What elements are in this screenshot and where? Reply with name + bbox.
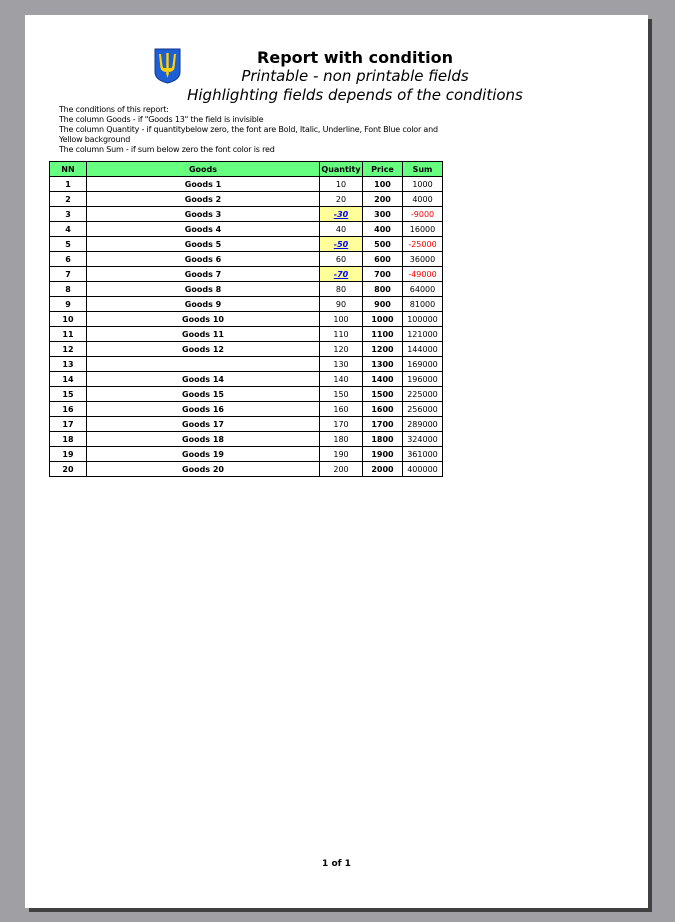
table-row: [50, 177, 443, 192]
table-row: [50, 282, 443, 297]
cell-sum: 36000: [403, 252, 443, 267]
table-row: [50, 297, 443, 312]
column-header-nn: NN: [50, 162, 87, 177]
condition-line: The column Goods - if "Goods 13" the field is invisible: [59, 115, 264, 124]
report-title: Report with condition: [257, 48, 453, 67]
cell-nn: 1: [50, 177, 87, 192]
report-table: [49, 161, 443, 477]
cell-goods: Goods 12: [87, 342, 320, 357]
table-header-row: [50, 162, 443, 177]
cell-quantity: 10: [320, 177, 363, 192]
cell-price: 600: [363, 252, 403, 267]
cell-nn: 16: [50, 402, 87, 417]
cell-quantity: 180: [320, 432, 363, 447]
cell-sum: 16000: [403, 222, 443, 237]
cell-sum: 4000: [403, 192, 443, 207]
cell-price: 1700: [363, 417, 403, 432]
cell-quantity: 200: [320, 462, 363, 477]
cell-goods: Goods 16: [87, 402, 320, 417]
column-header-sum: Sum: [403, 162, 443, 177]
cell-goods: Goods 18: [87, 432, 320, 447]
page-indicator: 1 of 1: [322, 859, 351, 869]
cell-price: 100: [363, 177, 403, 192]
cell-sum: 256000: [403, 402, 443, 417]
cell-price: 1600: [363, 402, 403, 417]
cell-sum: 144000: [403, 342, 443, 357]
cell-nn: 7: [50, 267, 87, 282]
cell-sum: 361000: [403, 447, 443, 462]
table-row: [50, 267, 443, 282]
table-row: [50, 237, 443, 252]
cell-nn: 19: [50, 447, 87, 462]
cell-price: 1400: [363, 372, 403, 387]
cell-quantity: 140: [320, 372, 363, 387]
cell-nn: 8: [50, 282, 87, 297]
table-row: [50, 447, 443, 462]
cell-quantity: 60: [320, 252, 363, 267]
cell-goods: Goods 7: [87, 267, 320, 282]
table-row: [50, 312, 443, 327]
cell-quantity: 20: [320, 192, 363, 207]
report-subtitle-highlighting: Highlighting fields depends of the conditions: [187, 86, 523, 104]
table-body: [50, 177, 443, 477]
condition-line: The column Sum - if sum below zero the font color is red: [59, 145, 275, 154]
cell-sum: 81000: [403, 297, 443, 312]
cell-goods: Goods 14: [87, 372, 320, 387]
table-row: [50, 462, 443, 477]
cell-nn: 12: [50, 342, 87, 357]
table-row: [50, 357, 443, 372]
cell-nn: 4: [50, 222, 87, 237]
cell-sum: -9000: [403, 207, 443, 222]
cell-goods: Goods 4: [87, 222, 320, 237]
cell-price: 800: [363, 282, 403, 297]
cell-price: 700: [363, 267, 403, 282]
cell-goods: Goods 8: [87, 282, 320, 297]
cell-quantity: 160: [320, 402, 363, 417]
cell-goods: Goods 10: [87, 312, 320, 327]
condition-line: The column Quantity - if quantitybelow zero, the font are Bold, Italic, Underline, Font Blue color and Yellow background: [59, 125, 438, 144]
cell-price: 1800: [363, 432, 403, 447]
cell-price: 2000: [363, 462, 403, 477]
cell-goods: Goods 19: [87, 447, 320, 462]
cell-quantity: 130: [320, 357, 363, 372]
cell-sum: -49000: [403, 267, 443, 282]
cell-sum: 324000: [403, 432, 443, 447]
cell-goods: Goods 3: [87, 207, 320, 222]
table-row: [50, 207, 443, 222]
cell-price: 200: [363, 192, 403, 207]
table-row: [50, 222, 443, 237]
cell-nn: 18: [50, 432, 87, 447]
cell-goods: [87, 357, 320, 372]
cell-price: 400: [363, 222, 403, 237]
cell-price: 900: [363, 297, 403, 312]
cell-sum: 225000: [403, 387, 443, 402]
cell-goods: Goods 9: [87, 297, 320, 312]
cell-price: 1900: [363, 447, 403, 462]
conditions-block: [59, 105, 449, 155]
cell-nn: 14: [50, 372, 87, 387]
cell-sum: 400000: [403, 462, 443, 477]
cell-price: 1000: [363, 312, 403, 327]
cell-nn: 15: [50, 387, 87, 402]
cell-nn: 11: [50, 327, 87, 342]
cell-nn: 5: [50, 237, 87, 252]
cell-goods: Goods 2: [87, 192, 320, 207]
cell-sum: 121000: [403, 327, 443, 342]
cell-price: 300: [363, 207, 403, 222]
cell-price: 1500: [363, 387, 403, 402]
table-row: [50, 327, 443, 342]
cell-price: 500: [363, 237, 403, 252]
cell-quantity: 120: [320, 342, 363, 357]
cell-quantity: 170: [320, 417, 363, 432]
cell-nn: 9: [50, 297, 87, 312]
cell-quantity: 110: [320, 327, 363, 342]
cell-goods: Goods 11: [87, 327, 320, 342]
condition-line: The conditions of this report:: [59, 105, 169, 114]
cell-price: 1300: [363, 357, 403, 372]
cell-sum: 289000: [403, 417, 443, 432]
column-header-price: Price: [363, 162, 403, 177]
table-row: [50, 342, 443, 357]
cell-goods: Goods 15: [87, 387, 320, 402]
cell-quantity: -30: [320, 207, 363, 222]
cell-quantity: 40: [320, 222, 363, 237]
column-header-goods: Goods: [87, 162, 320, 177]
cell-nn: 2: [50, 192, 87, 207]
table-row: [50, 402, 443, 417]
table-row: [50, 417, 443, 432]
cell-nn: 3: [50, 207, 87, 222]
table-row: [50, 432, 443, 447]
cell-goods: Goods 6: [87, 252, 320, 267]
cell-price: 1100: [363, 327, 403, 342]
cell-quantity: -50: [320, 237, 363, 252]
cell-sum: 169000: [403, 357, 443, 372]
cell-goods: Goods 17: [87, 417, 320, 432]
cell-price: 1200: [363, 342, 403, 357]
cell-quantity: 190: [320, 447, 363, 462]
report-page: [25, 15, 648, 908]
cell-sum: 64000: [403, 282, 443, 297]
cell-sum: -25000: [403, 237, 443, 252]
cell-nn: 10: [50, 312, 87, 327]
cell-quantity: 100: [320, 312, 363, 327]
cell-nn: 17: [50, 417, 87, 432]
cell-quantity: 150: [320, 387, 363, 402]
cell-quantity: 80: [320, 282, 363, 297]
cell-goods: Goods 1: [87, 177, 320, 192]
report-subtitle: Printable - non printable fields: [241, 67, 469, 85]
cell-sum: 1000: [403, 177, 443, 192]
cell-goods: Goods 5: [87, 237, 320, 252]
cell-nn: 13: [50, 357, 87, 372]
cell-quantity: -70: [320, 267, 363, 282]
cell-nn: 20: [50, 462, 87, 477]
cell-quantity: 90: [320, 297, 363, 312]
column-header-quantity: Quantity: [320, 162, 363, 177]
cell-sum: 196000: [403, 372, 443, 387]
cell-goods: Goods 20: [87, 462, 320, 477]
table-row: [50, 192, 443, 207]
table-row: [50, 372, 443, 387]
table-row: [50, 387, 443, 402]
table-row: [50, 252, 443, 267]
cell-sum: 100000: [403, 312, 443, 327]
cell-nn: 6: [50, 252, 87, 267]
